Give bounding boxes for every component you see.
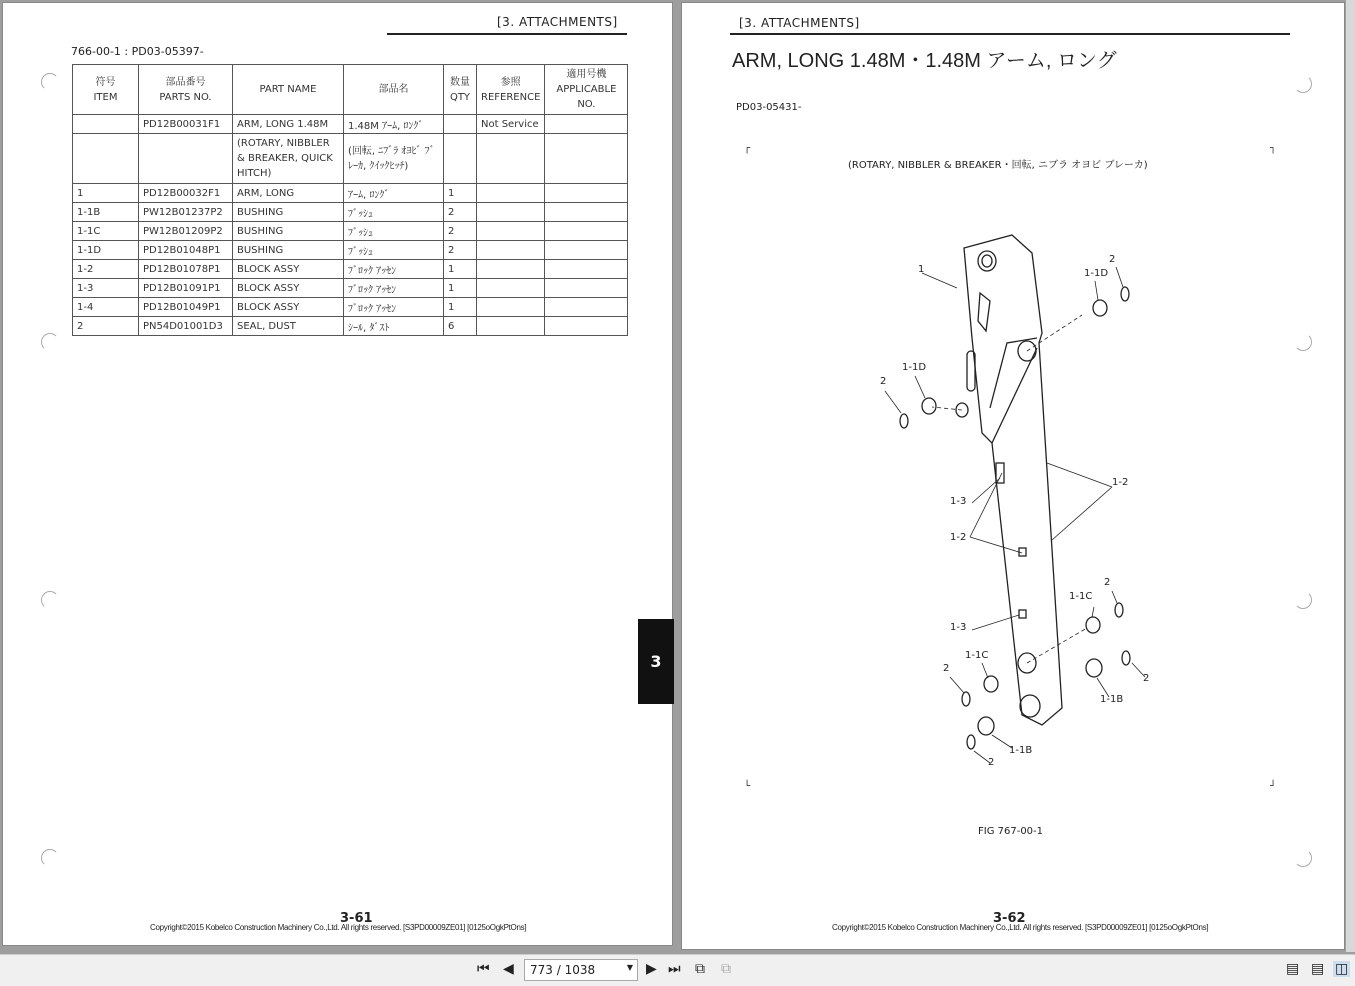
table-cell: PD12B00032F1 <box>139 184 233 203</box>
table-cell: PW12B01209P2 <box>139 222 233 241</box>
table-cell: BUSHING <box>233 241 344 260</box>
previous-page-button[interactable]: ◀ <box>503 961 514 977</box>
table-cell: 1-2 <box>73 260 139 279</box>
table-cell: PD12B01091P1 <box>139 279 233 298</box>
chapter-tab: 3 <box>638 619 674 704</box>
table-cell: PD12B01078P1 <box>139 260 233 279</box>
table-cell <box>477 241 545 260</box>
page-number: 3-61 <box>340 911 373 926</box>
callout-label: 2 <box>943 663 950 674</box>
table-cell: ARM, LONG 1.48M <box>233 115 344 134</box>
callout-label: 2 <box>988 757 995 768</box>
table-cell: SEAL, DUST <box>233 317 344 336</box>
column-header-text: APPLICABLE <box>556 84 617 95</box>
table-cell <box>545 279 628 298</box>
table-cell: 1 <box>444 279 477 298</box>
table-cell <box>477 184 545 203</box>
callout-label: 2 <box>1109 254 1116 265</box>
callout-label: 1-3 <box>950 622 967 633</box>
last-page-button[interactable]: ⏭ <box>668 961 681 977</box>
left-page <box>2 2 673 946</box>
table-cell <box>444 115 477 134</box>
table-cell: 1-1C <box>73 222 139 241</box>
table-row <box>73 298 628 317</box>
table-cell <box>545 298 628 317</box>
table-cell: (回転, ﾆﾌﾞﾗ ｵﾖﾋﾞ ﾌﾞﾚｰｶ, ｸｲｯｸﾋｯﾁ) <box>344 134 444 184</box>
table-cell: BUSHING <box>233 222 344 241</box>
page-title: ARM, LONG 1.48M・1.48M アーム, ロング <box>732 50 1117 72</box>
table-cell: 1 <box>444 298 477 317</box>
callout-label: 1-1C <box>1069 591 1093 602</box>
column-header-text: NO. <box>577 99 596 110</box>
column-header-text: REFERENCE <box>481 91 541 103</box>
chevron-down-icon: ▼ <box>626 963 633 972</box>
figure-caption: FIG 767-00-1 <box>978 826 1044 837</box>
column-header-text: PARTS NO. <box>159 91 212 103</box>
continuous-view-icon[interactable]: ▤ <box>1311 961 1325 977</box>
page-number: 3-62 <box>993 911 1026 926</box>
table-cell: ﾌﾞﾛｯｸ ｱｯｾﾝ <box>344 279 444 298</box>
table-cell <box>477 279 545 298</box>
callout-label: 1-1C <box>965 650 989 661</box>
column-header <box>444 65 477 115</box>
table-cell: (ROTARY, NIBBLER & BREAKER, QUICK HITCH) <box>233 134 344 184</box>
page-selector[interactable] <box>524 959 638 981</box>
table-cell: ﾌﾞｯｼｭ <box>344 222 444 241</box>
column-header-text: 符号 <box>95 76 116 88</box>
column-header-text: PART NAME <box>259 84 317 95</box>
table-cell <box>477 260 545 279</box>
column-header-text: ITEM <box>93 91 118 103</box>
column-header-text: 部品名 <box>378 84 409 95</box>
table-cell <box>477 134 545 184</box>
arm-diagram <box>682 3 1346 951</box>
column-header-text: 参照 <box>500 76 521 88</box>
copyright: Copyright©2015 Kobelco Construction Machinery Co.,Ltd. All rights reserved. [S3PD00009ZE01] [0125oOgkPtOns] <box>150 923 527 932</box>
column-header <box>139 65 233 115</box>
table-row <box>73 222 628 241</box>
forward-view-icon[interactable]: ⧉ <box>721 961 731 977</box>
column-header-text: 部品番号 <box>165 76 206 88</box>
next-page-button[interactable]: ▶ <box>646 961 657 977</box>
table-cell: BLOCK ASSY <box>233 279 344 298</box>
table-cell: Not Service <box>477 115 545 134</box>
table-cell <box>477 203 545 222</box>
table-cell: ﾌﾞｯｼｭ <box>344 241 444 260</box>
table-cell: 1-1B <box>73 203 139 222</box>
table-cell <box>545 203 628 222</box>
table-cell: PD12B01048P1 <box>139 241 233 260</box>
table-row <box>73 241 628 260</box>
two-page-view-icon[interactable]: ◫ <box>1335 961 1349 977</box>
callout-label: 1-2 <box>1112 477 1129 488</box>
table-cell <box>545 317 628 336</box>
callout-label: 1-1D <box>1084 268 1109 279</box>
table-cell <box>73 115 139 134</box>
table-cell: ｼｰﾙ, ﾀﾞｽﾄ <box>344 317 444 336</box>
column-header <box>477 65 545 115</box>
table-row <box>73 203 628 222</box>
callout-label: 1-1B <box>1009 745 1033 756</box>
table-cell <box>545 134 628 184</box>
callout-label: 2 <box>880 376 887 387</box>
table-cell: BLOCK ASSY <box>233 298 344 317</box>
callout-label: 2 <box>1143 673 1150 684</box>
column-header <box>233 65 344 115</box>
column-header <box>73 65 139 115</box>
table-cell: 2 <box>444 222 477 241</box>
table-row <box>73 279 628 298</box>
table-cell <box>73 134 139 184</box>
column-header-text: 適用号機 <box>566 69 607 80</box>
table-cell: 1 <box>444 184 477 203</box>
table-cell: ｱｰﾑ, ﾛﾝｸﾞ <box>344 184 444 203</box>
section-header: [3. ATTACHMENTS] <box>739 16 860 30</box>
table-cell: BLOCK ASSY <box>233 260 344 279</box>
viewer-toolbar <box>0 954 1355 986</box>
page-indicator: 773 / 1038 <box>530 963 596 977</box>
first-page-button[interactable]: ⏮ <box>477 961 490 977</box>
table-row <box>73 260 628 279</box>
callout-label: 1-2 <box>950 532 967 543</box>
column-header <box>545 65 628 115</box>
table-cell: 1.48M ｱｰﾑ, ﾛﾝｸﾞ <box>344 115 444 134</box>
column-header <box>344 65 444 115</box>
table-cell: ARM, LONG <box>233 184 344 203</box>
table-cell: BUSHING <box>233 203 344 222</box>
table-cell: PW12B01237P2 <box>139 203 233 222</box>
vertical-scrollbar[interactable] <box>1346 0 1355 952</box>
single-page-view-icon[interactable]: ▤ <box>1286 961 1300 977</box>
column-header-text: QTY <box>449 91 471 103</box>
table-row <box>73 134 628 184</box>
table-cell: 1 <box>444 260 477 279</box>
table-cell: 2 <box>444 241 477 260</box>
section-header: [3. ATTACHMENTS] <box>497 15 618 29</box>
table-cell <box>545 260 628 279</box>
table-row <box>73 115 628 134</box>
table-cell <box>477 317 545 336</box>
table-cell: PD12B00031F1 <box>139 115 233 134</box>
figure-subtitle: (ROTARY, NIBBLER & BREAKER・回転, ニブラ オヨビ ブレーカ) <box>848 160 1148 171</box>
table-cell: 1 <box>73 184 139 203</box>
column-header-text: 数量 <box>450 76 470 88</box>
table-cell: 6 <box>444 317 477 336</box>
callout-label: 2 <box>1104 577 1111 588</box>
table-cell: ﾌﾞﾛｯｸ ｱｯｾﾝ <box>344 298 444 317</box>
callout-label: 1-3 <box>950 496 967 507</box>
table-cell <box>477 298 545 317</box>
table-cell: 1-3 <box>73 279 139 298</box>
table-cell <box>139 134 233 184</box>
table-cell: PN54D01001D3 <box>139 317 233 336</box>
table-cell: 1-1D <box>73 241 139 260</box>
table-cell: 2 <box>444 203 477 222</box>
table-cell <box>444 134 477 184</box>
table-cell: ﾌﾞｯｼｭ <box>344 203 444 222</box>
parts-table <box>72 64 628 336</box>
table-cell <box>545 115 628 134</box>
callout-label: 1 <box>918 264 925 275</box>
right-page: [3. ATTACHMENTS] ARM, LONG 1.48M・1.48M アーム, ロング PD03-05431- ┌ ┐ └ ┘ (ROTARY, NIBBLER & BREAKER・回転, ニブラ オヨビ ブレーカ) 1 1-1D 2 1-1D 2 1-2 1-3 1-2 2 1-1C 1-3 1-1C 2 2 1-1B 1-1B 2 FIG 767-00-1 3-62 Copyright©2015 Kobelco Construction Machinery Co.,Ltd. All rights reserved. [S3PD00009ZE01] [0125oOgkPtOns] <box>681 2 1345 950</box>
callout-label: 1-1B <box>1100 694 1124 705</box>
table-cell: 1-4 <box>73 298 139 317</box>
table-row <box>73 184 628 203</box>
back-view-icon[interactable]: ⧉ <box>695 961 705 977</box>
table-cell <box>545 241 628 260</box>
table-cell <box>545 184 628 203</box>
table-row <box>73 317 628 336</box>
table-cell <box>477 222 545 241</box>
table-cell: PD12B01049P1 <box>139 298 233 317</box>
table-cell <box>545 222 628 241</box>
callout-label: 1-1D <box>902 362 927 373</box>
figure-ref: PD03-05431- <box>736 102 802 113</box>
copyright: Copyright©2015 Kobelco Construction Machinery Co.,Ltd. All rights reserved. [S3PD00009ZE01] [0125oOgkPtOns] <box>832 923 1209 932</box>
table-cell: 2 <box>73 317 139 336</box>
table-cell: ﾌﾞﾛｯｸ ｱｯｾﾝ <box>344 260 444 279</box>
figure-ref: 766-00-1 : PD03-05397- <box>71 45 204 58</box>
